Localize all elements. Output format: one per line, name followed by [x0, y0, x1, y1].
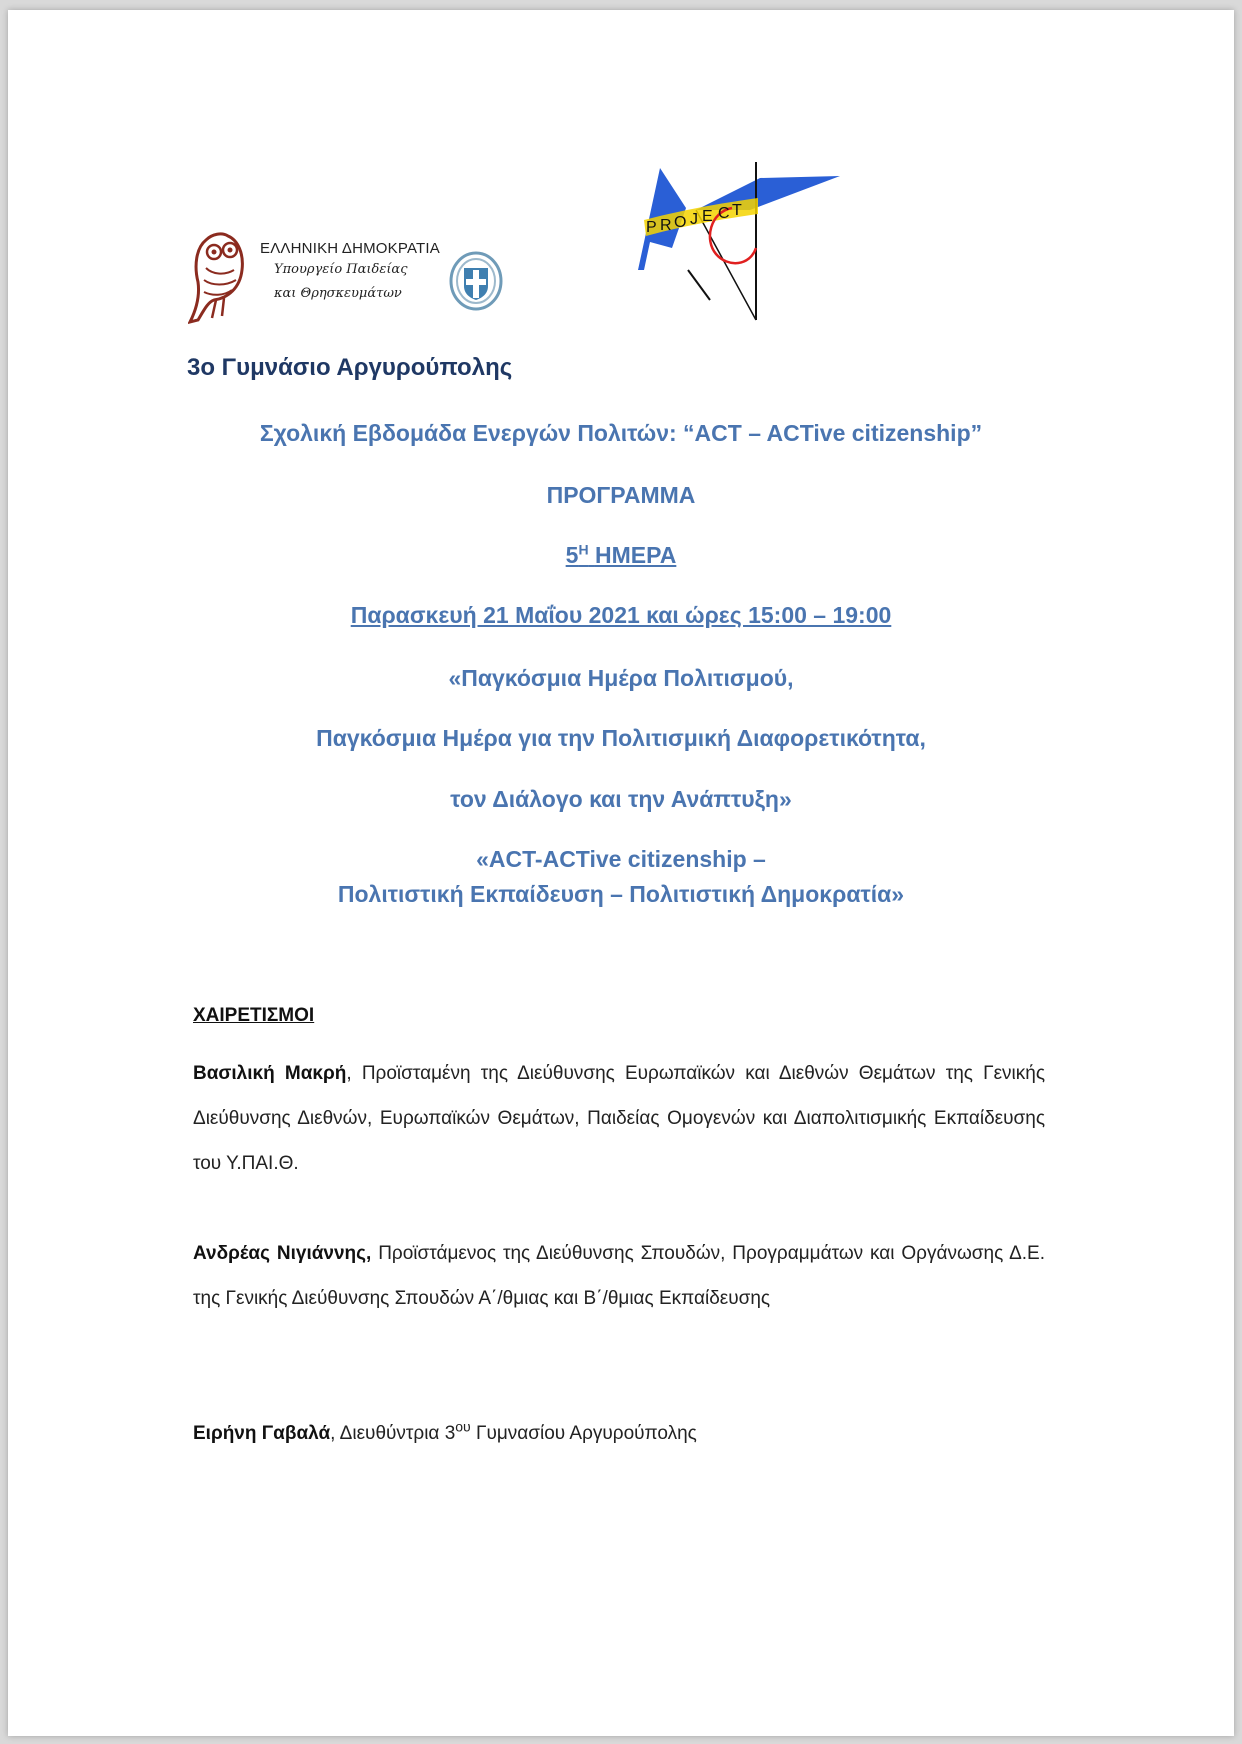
greetings-heading: ΧΑΙΡΕΤΙΣΜΟΙ [193, 1005, 315, 1026]
greeting-entry-3 [193, 1411, 1045, 1456]
greeting-sup-3: ου [455, 1418, 471, 1435]
event-title: Σχολική Εβδομάδα Ενεργών Πολιτών: “ACT – ACTive citizenship” [259, 420, 983, 446]
owl-icon [188, 230, 250, 326]
ministry-title: ΕΛΛΗΝΙΚΗ ΔΗΜΟΚΡΑΤΙΑ [260, 240, 440, 257]
greek-emblem-icon [448, 250, 504, 312]
greeting-name-3: Ειρήνη Γαβαλά [193, 1423, 331, 1444]
greeting-entry-2 [193, 1231, 1045, 1321]
act-letter-o: O [674, 214, 687, 231]
ministry-subtitle-1: Υπουργείο Παιδείας [274, 262, 408, 277]
ministry-text [260, 240, 460, 305]
act-letter-r: R [660, 217, 672, 234]
theme-line-1: «Παγκόσμια Ημέρα Πολιτισμού, [448, 665, 794, 691]
date-line: Παρασκευή 21 Μαΐου 2021 και ώρες 15:00 – 19:00 [350, 602, 892, 628]
greeting-text-3a: , Διευθύντρια 3 [330, 1423, 456, 1444]
act-letter-e: E [702, 208, 713, 225]
act-letter-j: J [690, 211, 698, 228]
school-name: 3ο Γυμνάσιο Αργυρούπολης [187, 354, 513, 381]
subtheme-line-2: Πολιτιστική Εκπαίδευση – Πολιτιστική Δημοκρατία» [337, 881, 905, 907]
act-letter-c: C [718, 205, 730, 222]
ministry-logo [188, 222, 518, 332]
day-number: 5 [565, 542, 579, 568]
act-project-logo [630, 150, 850, 325]
day-label: ΗΜΕΡΑ [594, 542, 677, 568]
day-heading [0, 539, 1242, 571]
day-sup: Η [578, 541, 589, 558]
ministry-subtitle-2: και Θρησκευμάτων [274, 286, 402, 301]
program-label: ΠΡΟΓΡΑΜΜΑ [546, 482, 696, 508]
greeting-text-3b: Γυμνασίου Αργυρούπολης [470, 1423, 697, 1444]
act-letter-t: T [732, 202, 742, 219]
theme-line-2: Παγκόσμια Ημέρα για την Πολιτισμική Διαφορετικότητα, [316, 725, 926, 751]
greeting-text-1: , Προϊσταμένη της Διεύθυνσης Ευρωπαϊκών και Διεθνών Θεμάτων της Γενικής Διεύθυνσης Διεθνών, Ευρωπαϊκών Θεμάτων, Παιδείας Ομογενών και Διαπολιτισμικής Εκπαίδευσης του Υ.ΠΑΙ.Θ. [193, 1063, 1046, 1174]
greeting-name-1: Βασιλική Μακρή [193, 1063, 347, 1084]
greeting-text-2: Προϊστάμενος της Διεύθυνσης Σπουδών, Προγραμμάτων και Οργάνωσης Δ.Ε. της Γενικής Διεύθυνσης Σπουδών Α΄/θμιας και Β΄/θμιας Εκπαίδευσης [193, 1243, 1045, 1309]
theme-line-3: τον Διάλογο και την Ανάπτυξη» [450, 786, 792, 812]
greeting-entry-1 [193, 1051, 1045, 1186]
act-letter-p: P [646, 219, 657, 236]
subtheme-line-1: «ACT-ACTive citizenship – [476, 846, 766, 872]
greeting-name-2: Ανδρέας Νιγιάννης, [193, 1243, 372, 1264]
